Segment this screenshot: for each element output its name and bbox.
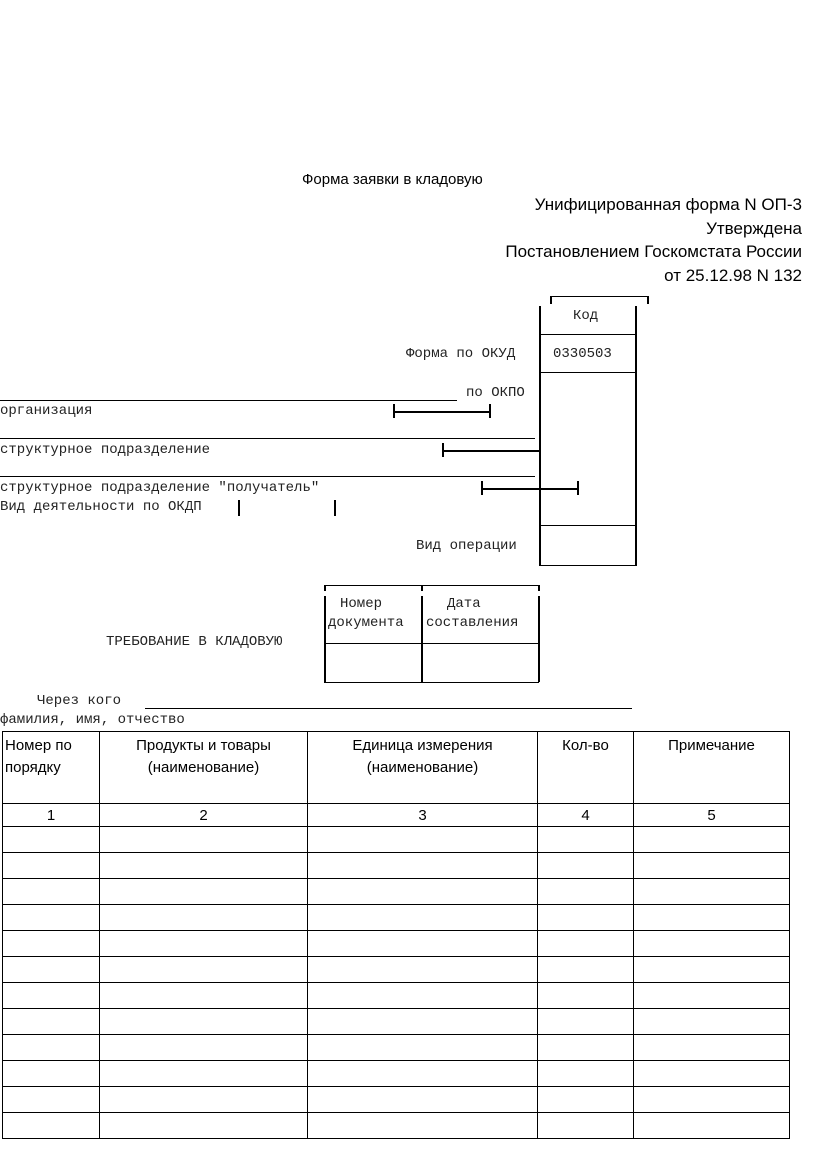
table-cell[interactable] <box>308 1061 538 1087</box>
table-cell[interactable] <box>308 879 538 905</box>
table-cell[interactable] <box>538 1087 634 1113</box>
doc-number-header-2: документа <box>328 615 404 631</box>
column-number: 2 <box>100 804 308 827</box>
organization-line[interactable] <box>0 400 457 401</box>
operation-label: Вид операции <box>416 538 517 554</box>
table-cell[interactable] <box>100 1113 308 1139</box>
table-cell[interactable] <box>100 853 308 879</box>
table-cell[interactable] <box>308 983 538 1009</box>
column-number-row <box>3 804 790 827</box>
table-cell[interactable] <box>100 1009 308 1035</box>
doc-date-header-2: составления <box>426 615 519 631</box>
doc-date-header-1: Дата <box>447 596 481 612</box>
table-row <box>3 1087 790 1113</box>
okpo-label: по ОКПО <box>466 385 525 401</box>
col-note-header: Примечание <box>634 732 790 804</box>
column-number: 5 <box>634 804 790 827</box>
table-cell[interactable] <box>538 957 634 983</box>
table-row <box>3 1113 790 1139</box>
table-row <box>3 827 790 853</box>
table-row <box>3 905 790 931</box>
table-row <box>3 1035 790 1061</box>
resolution-label: Постановлением Госкомстата России <box>505 242 802 261</box>
table-cell[interactable] <box>308 1087 538 1113</box>
through-sublabel: фамилия, имя, отчество <box>0 712 185 728</box>
through-input-line[interactable] <box>145 708 632 709</box>
through-label: Через кого <box>37 693 122 709</box>
table-cell[interactable] <box>538 879 634 905</box>
okud-value: 0330503 <box>553 346 612 362</box>
table-cell[interactable] <box>634 1009 790 1035</box>
table-cell[interactable] <box>100 1061 308 1087</box>
unified-form-label: Унифицированная форма N ОП-3 <box>534 195 802 214</box>
table-cell[interactable] <box>100 931 308 957</box>
approved-label: Утверждена <box>706 219 802 238</box>
table-cell[interactable] <box>308 905 538 931</box>
subdivision-recipient-label: структурное подразделение "получатель" <box>0 480 320 496</box>
table-cell[interactable] <box>3 931 100 957</box>
table-cell[interactable] <box>3 905 100 931</box>
table-cell[interactable] <box>634 1113 790 1139</box>
table-cell[interactable] <box>538 1035 634 1061</box>
table-row <box>3 879 790 905</box>
subdivision-line[interactable] <box>0 438 535 439</box>
table-cell[interactable] <box>538 983 634 1009</box>
doc-number-header-1: Номер <box>340 596 383 612</box>
organization-label: организация <box>0 403 93 419</box>
table-row <box>3 1061 790 1087</box>
activity-label: Вид деятельности по ОКДП <box>0 499 202 515</box>
table-cell[interactable] <box>634 879 790 905</box>
table-row <box>3 931 790 957</box>
table-cell[interactable] <box>100 983 308 1009</box>
col-quantity-header: Кол-во <box>538 732 634 804</box>
document-title: ТРЕБОВАНИЕ В КЛАДОВУЮ <box>106 634 283 650</box>
resolution-date: от 25.12.98 N 132 <box>664 266 802 285</box>
table-cell[interactable] <box>634 931 790 957</box>
form-caption: Форма заявки в кладовую <box>302 171 483 188</box>
activity-field-left <box>238 500 240 516</box>
table-cell[interactable] <box>634 1035 790 1061</box>
column-number: 1 <box>3 804 100 827</box>
table-cell[interactable] <box>3 983 100 1009</box>
table-cell[interactable] <box>100 905 308 931</box>
table-cell[interactable] <box>538 853 634 879</box>
table-cell[interactable] <box>538 1061 634 1087</box>
table-cell[interactable] <box>538 931 634 957</box>
activity-field-right <box>334 500 336 516</box>
table-cell[interactable] <box>634 983 790 1009</box>
table-cell[interactable] <box>634 1087 790 1113</box>
table-cell[interactable] <box>3 853 100 879</box>
code-header: Код <box>573 308 599 324</box>
table-cell[interactable] <box>100 957 308 983</box>
table-cell[interactable] <box>3 827 100 853</box>
table-cell[interactable] <box>308 957 538 983</box>
col-product-header: Продукты и товары (наименование) <box>100 732 308 804</box>
table-cell[interactable] <box>3 957 100 983</box>
subdivision-label: структурное подразделение <box>0 442 211 458</box>
col-unit-header: Единица измерения (наименование) <box>308 732 538 804</box>
table-cell[interactable] <box>3 1113 100 1139</box>
table-row <box>3 957 790 983</box>
column-number: 3 <box>308 804 538 827</box>
col-number-header: Номер по порядку <box>3 732 100 804</box>
table-row <box>3 983 790 1009</box>
table-cell[interactable] <box>538 905 634 931</box>
table-cell[interactable] <box>634 853 790 879</box>
table-row <box>3 853 790 879</box>
table-cell[interactable] <box>308 1035 538 1061</box>
table-cell[interactable] <box>3 879 100 905</box>
table-cell[interactable] <box>100 827 308 853</box>
table-cell[interactable] <box>634 827 790 853</box>
table-cell[interactable] <box>308 1009 538 1035</box>
table-cell[interactable] <box>3 1087 100 1113</box>
table-row <box>3 1009 790 1035</box>
table-cell[interactable] <box>100 879 308 905</box>
table-cell[interactable] <box>634 957 790 983</box>
table-cell[interactable] <box>3 1035 100 1061</box>
table-cell[interactable] <box>308 827 538 853</box>
goods-table <box>2 731 790 1139</box>
table-cell[interactable] <box>538 1113 634 1139</box>
table-cell[interactable] <box>3 1009 100 1035</box>
okud-label: Форма по ОКУД <box>406 346 516 362</box>
subdivision-recipient-line[interactable] <box>0 476 535 477</box>
table-cell[interactable] <box>308 853 538 879</box>
table-cell[interactable] <box>538 1009 634 1035</box>
column-number: 4 <box>538 804 634 827</box>
table-cell[interactable] <box>634 1061 790 1087</box>
table-cell[interactable] <box>100 1035 308 1061</box>
table-cell[interactable] <box>100 1087 308 1113</box>
table-cell[interactable] <box>308 1113 538 1139</box>
table-cell[interactable] <box>3 1061 100 1087</box>
table-cell[interactable] <box>538 827 634 853</box>
table-cell[interactable] <box>308 931 538 957</box>
table-cell[interactable] <box>634 905 790 931</box>
